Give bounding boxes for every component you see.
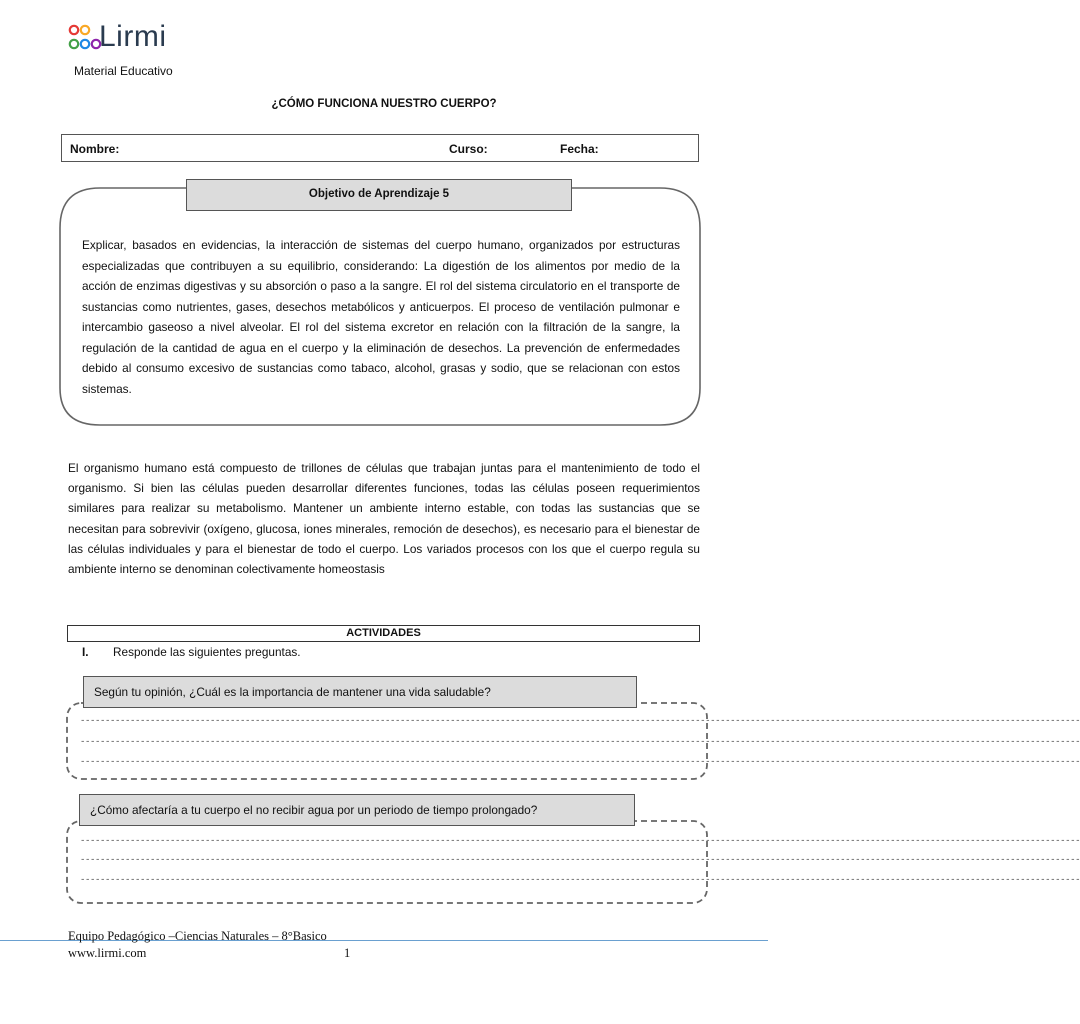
- answer-line[interactable]: --------------------------------------------------------------------------------------------------------------------------------------------------------------------------------------------------------: [80, 737, 1080, 747]
- page-title: ¿CÓMO FUNCIONA NUESTRO CUERPO?: [271, 98, 497, 110]
- answer-line[interactable]: --------------------------------------------------------------------------------------------------------------------------------------------------------------------------------------------------------: [80, 875, 1080, 885]
- answer-line[interactable]: --------------------------------------------------------------------------------------------------------------------------------------------------------------------------------------------------------: [80, 836, 1080, 846]
- section-number: I.: [82, 645, 89, 659]
- question-2: ¿Cómo afectaría a tu cuerpo el no recibir agua por un periodo de tiempo prolongado?: [79, 794, 635, 826]
- logo-subtitle: Material Educativo: [74, 64, 173, 78]
- date-label: Fecha:: [560, 142, 599, 156]
- footer-team: Equipo Pedagógico –Ciencias Naturales – 8°Basico: [68, 929, 327, 943]
- logo-text: Lirmi: [99, 20, 167, 53]
- course-label: Curso:: [449, 142, 488, 156]
- footer-url[interactable]: www.lirmi.com: [68, 946, 147, 960]
- activities-heading: ACTIVIDADES: [67, 625, 700, 642]
- objective-heading: Objetivo de Aprendizaje 5: [186, 179, 572, 211]
- objective-text: Explicar, basados en evidencias, la interacción de sistemas del cuerpo humano, organizados por estructuras especializadas que contribuyen a su equilibrio, considerando: La digestión de los alimentos por medio de la acción de enzimas digestivas y su absorción o paso a la sangre. El rol del sistema circulatorio en el transporte de sustancias como nutrientes, gases, desechos metabólicos y anticuerpos. El proceso de ventilación pulmonar e intercambio gaseoso a nivel alveolar. El rol del sistema excretor en relación con la filtración de la sangre, la regulación de la cantidad de agua en el cuerpo y la eliminación de desechos. La prevención de enfermedades debido al consumo excesivo de sustancias como tabaco, alcohol, grasas y sodio, que se relacionan con estos sistemas.: [82, 238, 680, 396]
- answer-line[interactable]: --------------------------------------------------------------------------------------------------------------------------------------------------------------------------------------------------------: [80, 716, 1080, 726]
- answer-line[interactable]: --------------------------------------------------------------------------------------------------------------------------------------------------------------------------------------------------------: [80, 855, 1080, 865]
- intro-paragraph: El organismo humano está compuesto de trillones de células que trabajan juntas para el mantenimiento de todo el organismo. Si bien las células pueden desarrollar diferentes funciones, todas las células poseen requerimientos similares para realizar su metabolismo. Mantener un ambiente interno estable, con todas las sustancias que se necesitan para sobrevivir (oxígeno, glucosa, iones minerales, remoción de desechos), es necesario para el bienestar de las células individuales y para el bienestar de todo el cuerpo. Los variados procesos con los que el cuerpo regula su ambiente interno se denominan colectivamente homeostasis: [68, 461, 700, 577]
- activities-instruction: Responde las siguientes preguntas.: [113, 645, 301, 659]
- name-label: Nombre:: [70, 142, 120, 156]
- question-1: Según tu opinión, ¿Cuál es la importancia de mantener una vida saludable?: [83, 676, 637, 708]
- answer-line[interactable]: --------------------------------------------------------------------------------------------------------------------------------------------------------------------------------------------------------: [80, 757, 1080, 767]
- page-number: 1: [344, 946, 351, 960]
